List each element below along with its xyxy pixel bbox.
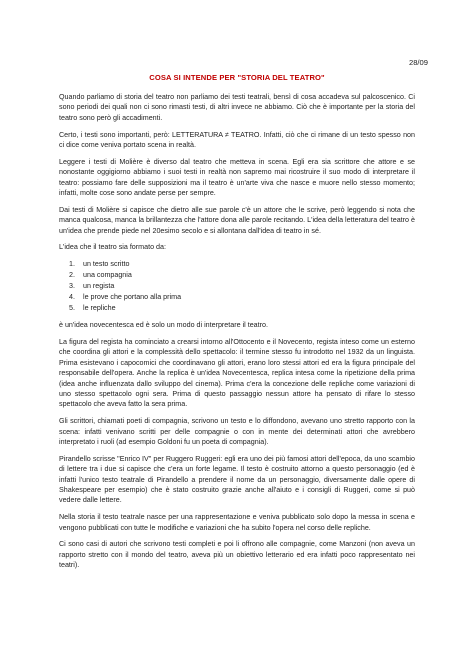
paragraph: Pirandello scrisse "Enrico IV" per Ruggero Ruggeri: egli era uno dei più famosi attori dell'epoca, da uno scambio di lettere tra i due si capisce che c'era un forte legame. Il testo è costruito attorno a questo personaggio (ed è infatti l'unico testo teatrale di Pirandello a prendere il nome da un personaggio, diversamente dalle opere di Shakespeare per esempio) che è stato costruito grazie anche all'aiuto e i consigli di Ruggeri, come si può vedere dalle lettere. [59, 454, 415, 505]
document-body [59, 92, 415, 577]
paragraph: La figura del regista ha cominciato a crearsi intorno all'Ottocento e il Novecento, regista inteso come un esterno che coordina gli attori e la complessità dello spettacolo: il termine stesso fu introdotto nel 1932 da un linguista. Prima esistevano i capocomici che coordinavano gli attori, erano loro stessi attori ed era la figura principale del responsabile dell'opera. Anche la replica è un'idea Novecentesca, replica intesa come la ripetizione della prima (idea anche influenzata dallo sviluppo del cinema). Prima c'era la concezione delle repliche come variazioni di uno stesso spettacolo ogni sera. Prima di questo passaggio nessun attore ha pensato di rifare lo stesso spettacolo che aveva fatto la sera prima. [59, 337, 415, 409]
numbered-list [59, 259, 415, 314]
paragraph: Dai testi di Molière si capisce che dietro alle sue parole c'è un attore che le scrive, però leggendo si nota che manca qualcosa, manca la brillantezza che l'attore dona alle parole recitando. L'idea della letteratura del teatro è un'idea che prende piede nel 20esimo secolo e si allontana dall'idea di teatro in sé. [59, 205, 415, 235]
paragraph: Gli scrittori, chiamati poeti di compagnia, scrivono un testo e lo diffondono, avevano uno stretto rapporto con la scena: infatti venivano scritti per delle compagnie o con in mente dei determinati attori che avrebbero interpretato i ruoli (ad esempio Goldoni fu un poeta di compagnia). [59, 417, 415, 446]
list-item: 3. un regista [77, 281, 415, 292]
page-date: 28/09 [408, 58, 428, 67]
document-title: COSA SI INTENDE PER "STORIA DEL TEATRO" [149, 73, 325, 82]
list-intro: L'idea che il teatro sia formato da: [59, 243, 166, 252]
paragraph: Nella storia il testo teatrale nasce per una rappresentazione e veniva pubblicato solo dopo la messa in scena e vengono pubblicati con tutte le modifiche e variazioni che ha subito l'opera nel corso delle repliche. [59, 513, 415, 532]
list-item: 5. le repliche [77, 303, 415, 314]
paragraph: Certo, i testi sono importanti, però: LETTERATURA ≠ TEATRO. Infatti, ciò che ci rimane di un testo spesso non ci dice come veniva portato scena in realtà. [59, 130, 415, 150]
paragraph: Quando parliamo di storia del teatro non parliamo dei testi teatrali, bensì di cosa accadeva sul palcoscenico. Ci sono periodi dei quali non ci sono rimasti testi, di altri invece ne abbiamo. Ciò che è importante per la storia del teatro sono però gli accadimenti. [59, 93, 415, 122]
list-item: 1. un testo scritto [77, 259, 415, 270]
list-item: 2. una compagnia [77, 270, 415, 281]
list-item: 4. le prove che portano alla prima [77, 292, 415, 303]
paragraph: è un'idea novecentesca ed è solo un modo di interpretare il teatro. [59, 321, 268, 330]
paragraph: Leggere i testi di Molière è diverso dal teatro che metteva in scena. Egli era sia scrittore che attore e se nonostante oggigiorno abbiamo i suoi testi in realtà non sapremo mai ricostruire il suo modo di interpretare il teatro: possiamo fare delle supposizioni ma il teatro è un'arte viva che nasce e muore nello stesso momento; infatti, molte cose sono andate perse per sempre. [59, 157, 415, 198]
paragraph: Ci sono casi di autori che scrivono testi completi e poi li offrono alle compagnie, come Manzoni (non aveva un rapporto stretto con il mondo del teatro, aveva più un obiettivo letterario ed era infatti poco rappresentato nei teatri). [59, 540, 415, 570]
